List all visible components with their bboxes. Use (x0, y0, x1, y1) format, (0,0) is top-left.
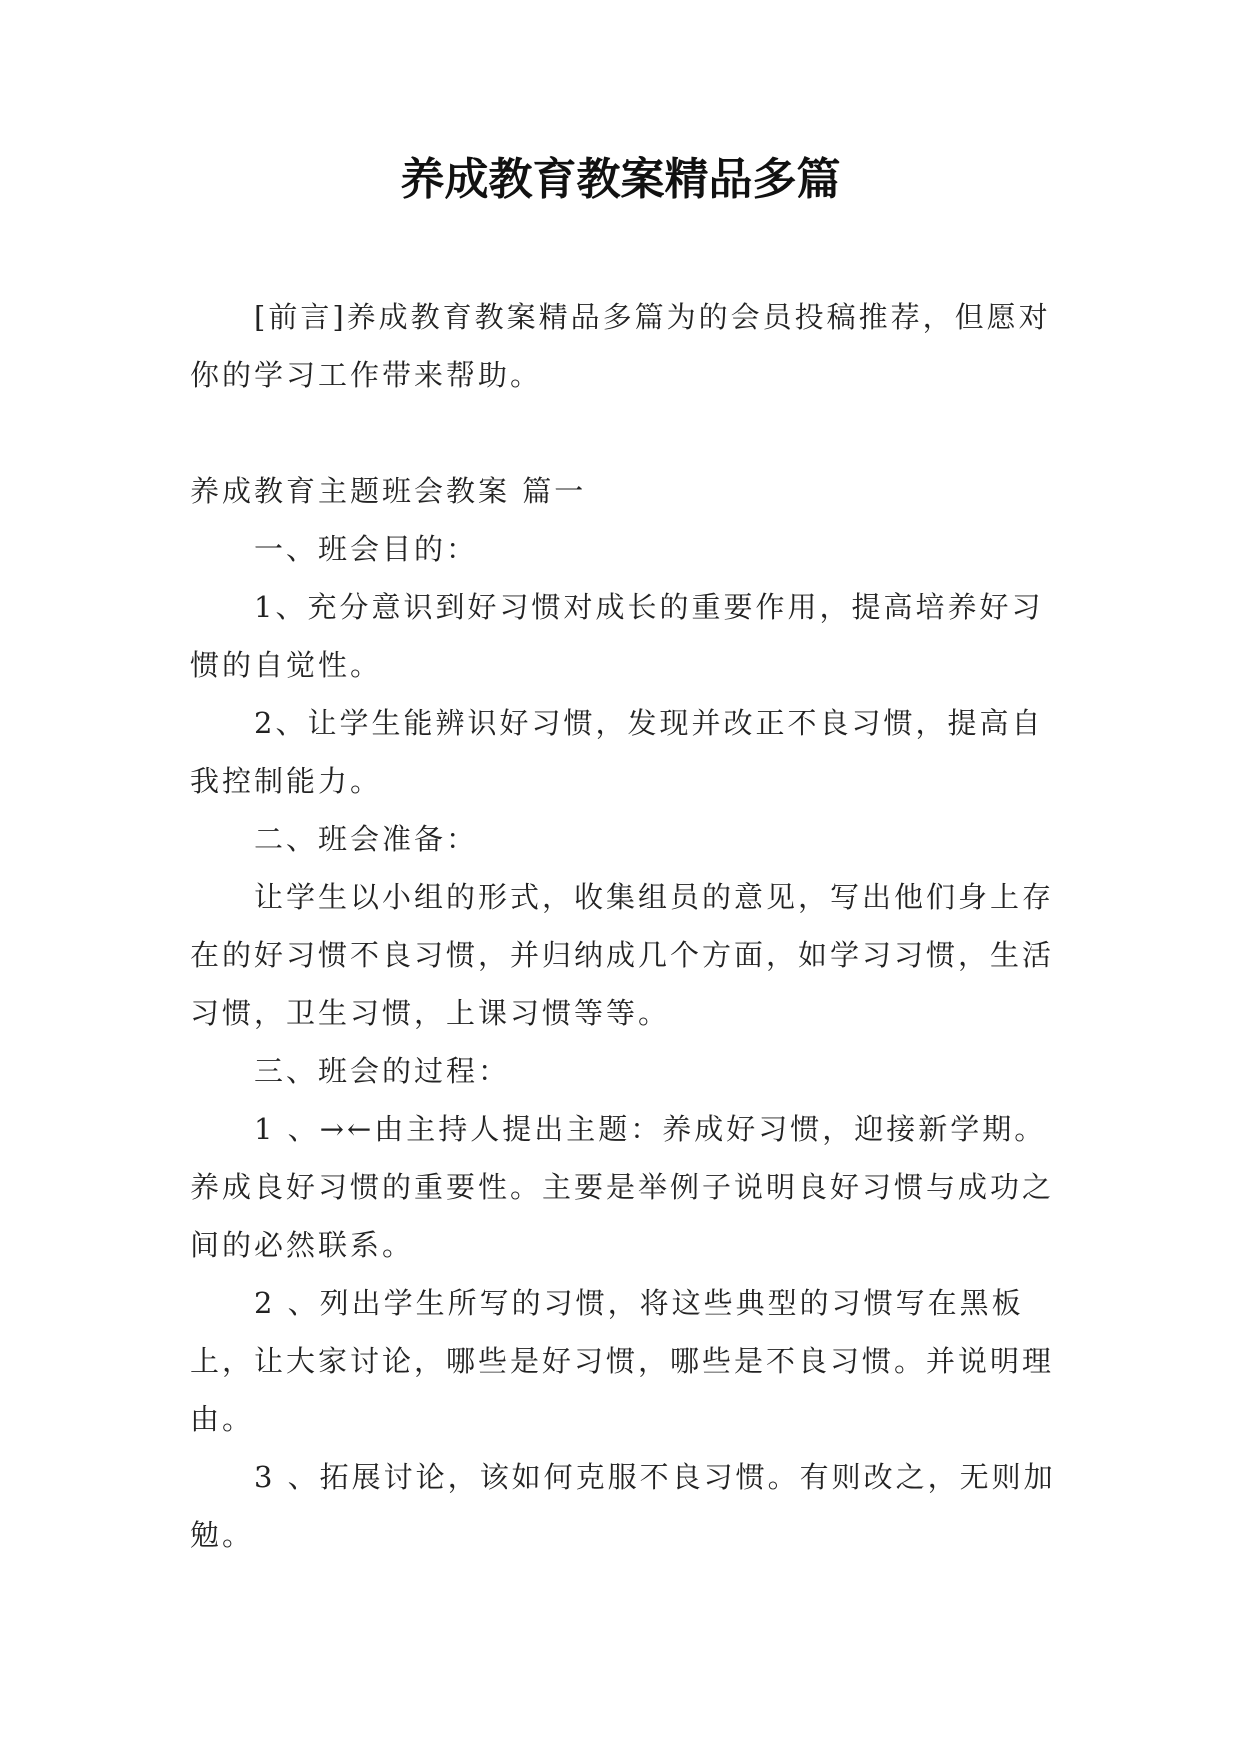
paragraph-meeting-purpose-heading: 一、班会目的： (254, 532, 479, 566)
document-body (190, 288, 1060, 1564)
document-title: 养成教育教案精品多篇 (400, 154, 841, 205)
paragraph-process-2: 2 、列出学生所写的习惯，将这些典型的习惯写在黑板上，让大家讨论，哪些是好习惯，哪些是不良习惯。并说明理由。 (190, 1286, 1055, 1436)
paragraph-process-1: 1 、→←由主持人提出主题：养成好习惯，迎接新学期。养成良好习惯的重要性。主要是举例子说明良好习惯与成功之间的必然联系。 (190, 1112, 1055, 1262)
paragraph-purpose-1: 1、充分意识到好习惯对成长的重要作用，提高培养好习惯的自觉性。 (190, 590, 1044, 682)
paragraph-gap (190, 404, 1060, 462)
paragraph-process-heading: 三、班会的过程： (254, 1054, 511, 1088)
preface-paragraph: [前言]养成教育教案精品多篇为的会员投稿推荐，但愿对你的学习工作带来帮助。 (190, 300, 1051, 392)
paragraph-purpose-2: 2、让学生能辨识好习惯，发现并改正不良习惯，提高自我控制能力。 (190, 706, 1044, 798)
paragraph-process-3: 3 、拓展讨论，该如何克服不良习惯。有则改之，无则加勉。 (190, 1460, 1056, 1552)
paragraph-preparation-heading: 二、班会准备： (254, 822, 479, 856)
paragraph-preparation: 让学生以小组的形式，收集组员的意见，写出他们身上存在的好习惯不良习惯，并归纳成几个方面，如学习习惯，生活习惯，卫生习惯，上课习惯等等。 (190, 880, 1055, 1030)
section-heading: 养成教育主题班会教案 篇一 (190, 474, 587, 508)
